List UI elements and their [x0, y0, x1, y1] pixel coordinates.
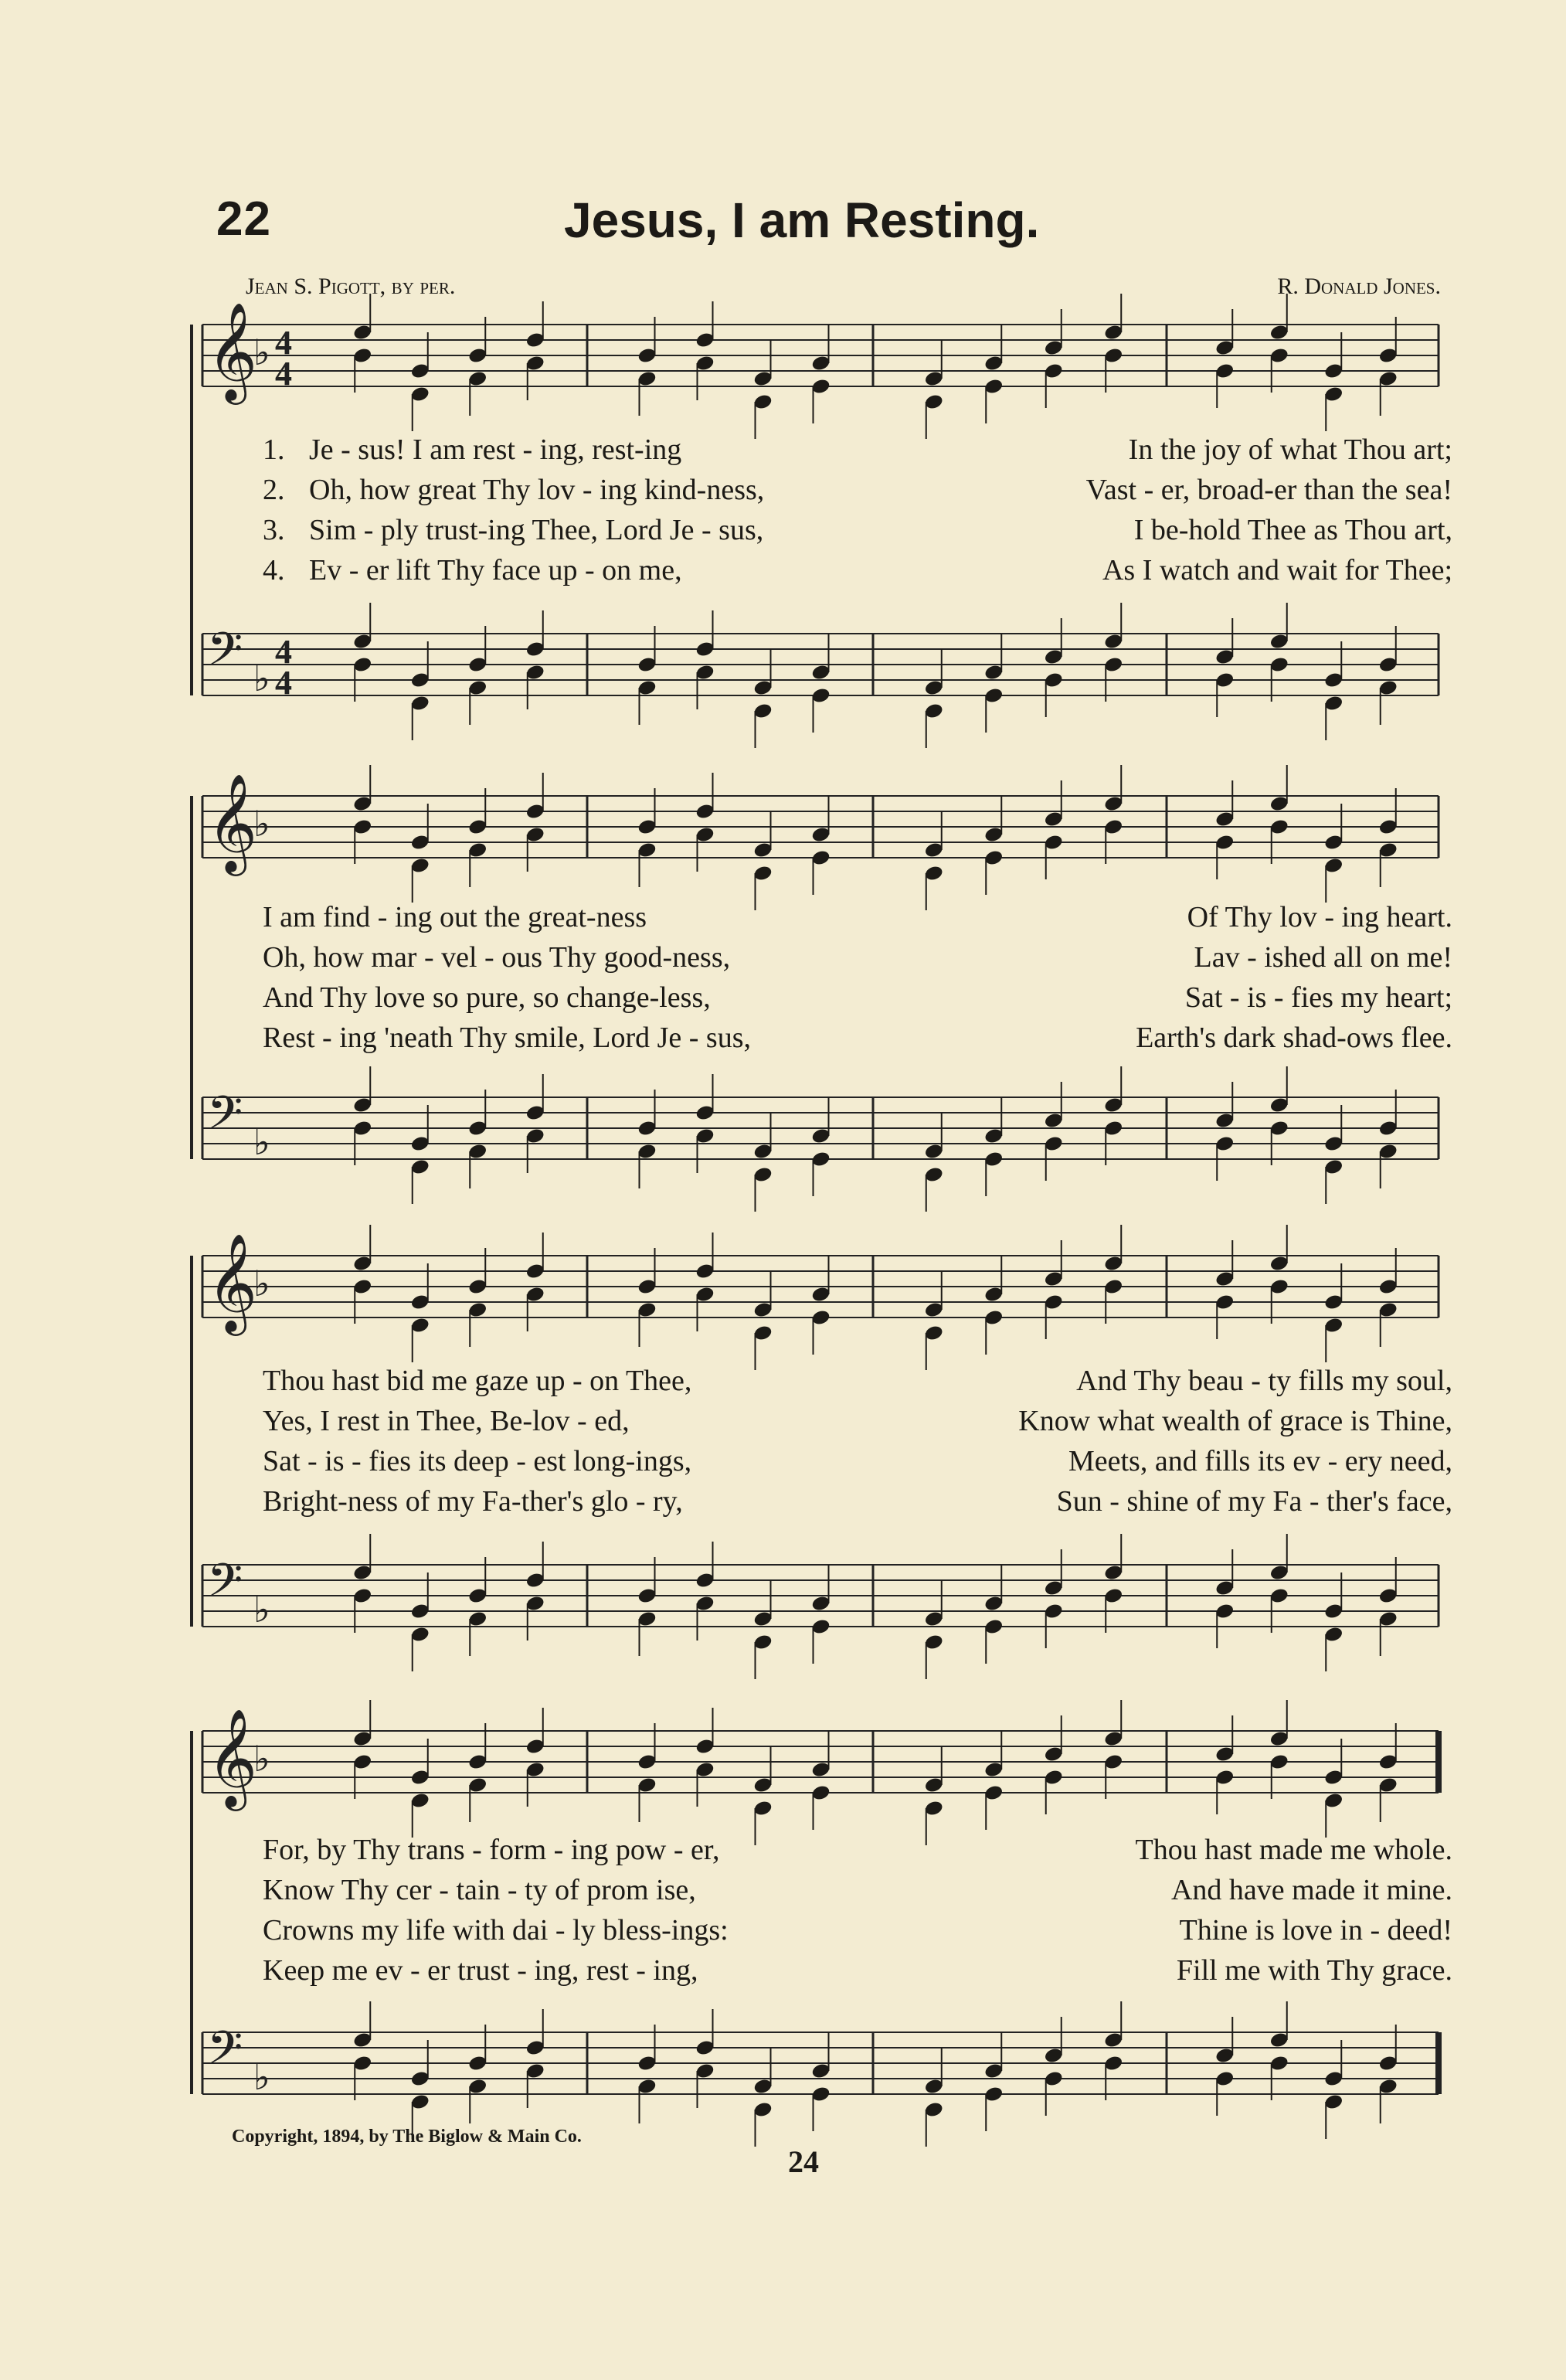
- copyright-notice: Copyright, 1894, by The Biglow & Main Co.: [232, 2127, 582, 2147]
- time-signature-numerator: 4: [275, 633, 292, 671]
- flat-icon: ♭: [253, 332, 270, 373]
- time-signature-numerator: 4: [275, 324, 292, 362]
- treble-clef-icon: 𝄞: [207, 301, 258, 400]
- verse-line: 2. Oh, how great Thy lov - ing kind-ness, Vast - er, broad-er than the sea!: [263, 474, 1452, 506]
- bass-clef-icon: 𝄢: [207, 1086, 243, 1151]
- verse-line: Know Thy cer - tain - ty of prom ise, And have made it mine.: [263, 1874, 1452, 1906]
- flat-icon: ♭: [253, 2056, 270, 2098]
- flat-icon: ♭: [253, 1121, 270, 1163]
- verse-line: Keep me ev - er trust - ing, rest - ing, Fill me with Thy grace.: [263, 1954, 1452, 1987]
- composer-credit: R. Donald Jones.: [1277, 274, 1441, 299]
- page-number: 24: [788, 2144, 819, 2179]
- lyricist-credit: Jean S. Pigott, by per.: [246, 274, 456, 299]
- verse-line: I am find - ing out the great-ness Of Thy lov - ing heart.: [263, 901, 1452, 933]
- verse-line: Oh, how mar - vel - ous Thy good-ness, Lav - ished all on me!: [263, 941, 1452, 974]
- verse-line: Crowns my life with dai - ly bless-ings: Thine is love in - deed!: [263, 1914, 1452, 1946]
- verse-line: 1. Je - sus! I am rest - ing, rest-ing In the joy of what Thou art;: [263, 434, 1452, 466]
- verse-line: 3. Sim - ply trust-ing Thee, Lord Je - sus, I be-hold Thee as Thou art,: [263, 514, 1452, 546]
- staff-lines: [202, 2032, 1439, 2094]
- flat-icon: ♭: [253, 1738, 270, 1780]
- verse-line: Rest - ing 'neath Thy smile, Lord Je - sus, Earth's dark shad-ows flee.: [263, 1022, 1452, 1054]
- verse-line: Sat - is - fies its deep - est long-ings, Meets, and fills its ev - ery need,: [263, 1445, 1452, 1477]
- hymn-title: Jesus, I am Resting.: [564, 192, 1040, 248]
- bass-clef-icon: 𝄢: [207, 622, 243, 687]
- flat-icon: ♭: [253, 658, 270, 699]
- hymn-number: 22: [216, 192, 271, 246]
- verse-line: And Thy love so pure, so change-less, Sat - is - fies my heart;: [263, 981, 1452, 1014]
- verse-line: For, by Thy trans - form - ing pow - er, Thou hast made me whole.: [263, 1834, 1452, 1866]
- treble-clef-icon: 𝄞: [207, 1232, 258, 1331]
- bass-clef-icon: 𝄢: [207, 2021, 243, 2086]
- verse-line: Thou hast bid me gaze up - on Thee, And Thy beau - ty fills my soul,: [263, 1365, 1452, 1397]
- verse-line: Yes, I rest in Thee, Be-lov - ed, Know what wealth of grace is Thine,: [263, 1405, 1452, 1437]
- verse-line: 4. Ev - er lift Thy face up - on me, As I watch and wait for Thee;: [263, 554, 1452, 586]
- flat-icon: ♭: [253, 803, 270, 845]
- treble-clef-icon: 𝄞: [207, 773, 258, 872]
- bass-clef-icon: 𝄢: [207, 1553, 243, 1618]
- time-signature-denominator: 4: [275, 664, 292, 702]
- verse-line: Bright-ness of my Fa-ther's glo - ry, Sun - shine of my Fa - ther's face,: [263, 1485, 1452, 1518]
- flat-icon: ♭: [253, 1263, 270, 1304]
- time-signature-denominator: 4: [275, 355, 292, 393]
- flat-icon: ♭: [253, 1589, 270, 1630]
- treble-clef-icon: 𝄞: [207, 1708, 258, 1807]
